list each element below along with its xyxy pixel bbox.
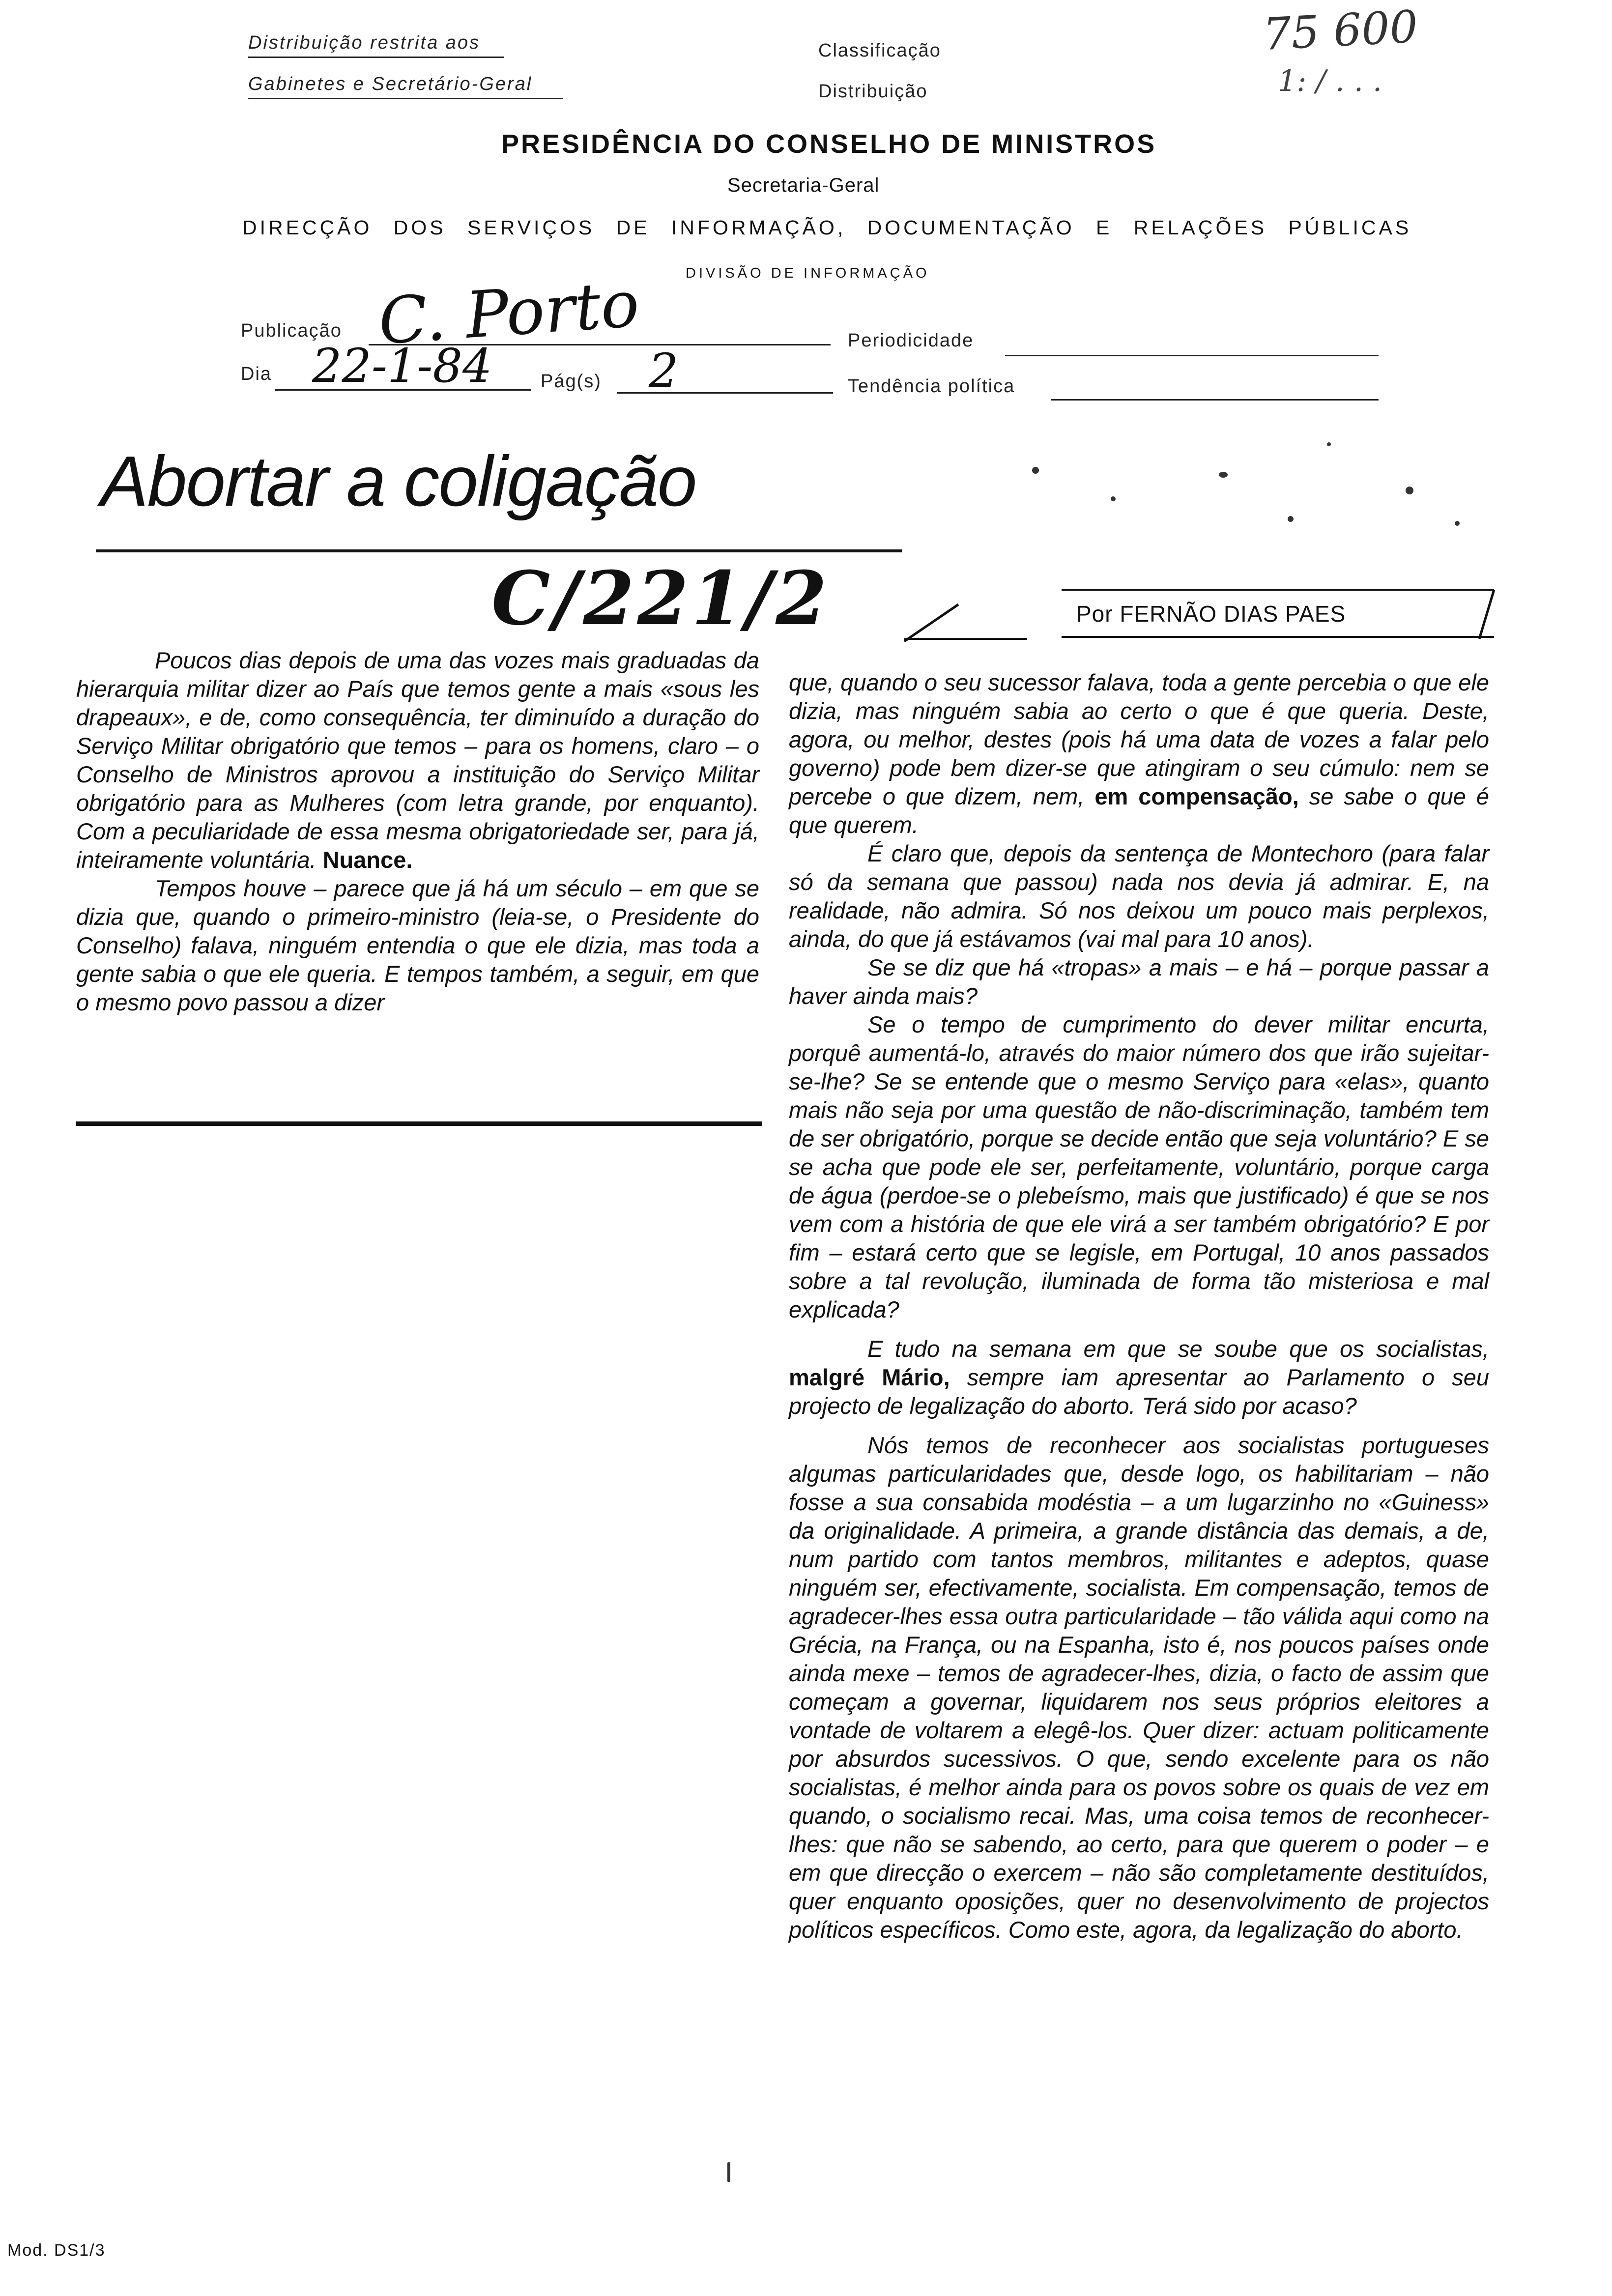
handwritten-reference: C/221/2 [491,555,830,642]
directorate-label: DIRECÇÃO DOS SERVIÇOS DE INFORMAÇÃO, DOCUMENTAÇÃO E RELAÇÕES PÚBLICAS [242,216,1412,239]
periodicity-label: Periodicidade [848,330,974,351]
division-label: DIVISÃO DE INFORMAÇÃO [686,265,930,281]
right-p5-text: E tudo na semana em que se soube que os socialistas, [867,1336,1489,1362]
distribution-label: Distribuição [818,81,928,102]
distribution-line-2: Gabinetes e Secretário-Geral [248,74,563,99]
handwritten-corner-number: 75 600 [1262,0,1419,61]
article-left-column [76,646,759,1017]
institution-title: PRESIDÊNCIA DO CONSELHO DE MINISTROS [501,129,1157,159]
right-p1-text: que, quando o seu sucessor falava, toda a gente percebia o que ele dizia, mas ninguém sabia ao certo o que é que queria. Deste, agora, ou melhor, destes (pois há uma data de vozes a falar pelo governo) pode bem dizer-se que atingiram o seu cúmulo: nem se percebe o que dizem, nem, [789,669,1489,809]
byline-right-slash [1479,590,1494,639]
article-right-column [789,668,1489,1944]
right-p5-bold: malgré Mário, [789,1364,950,1390]
scan-speck [1032,467,1039,474]
right-p1-bold: em compensação, [1094,783,1299,809]
scan-speck [1111,496,1116,501]
scan-speck [727,2162,730,2182]
day-label: Dia [241,364,272,384]
right-p5-tail: sempre iam apresentar ao Parlamento o seu projecto de legalização do aborto. Terá sido por acaso? [789,1364,1490,1419]
scan-speck [1219,472,1228,478]
article-title: Abortar a coligação [101,441,696,521]
classification-label: Classificação [818,40,941,61]
left-p1-text: Poucos dias depois de uma das vozes mais graduadas da hierarquia militar dizer ao País que temos gente a mais «sous les drapeaux», e de, como consequência, ter diminuído a duração do Serviço Militar obrigatório que temos – para os homens, claro – o Conselho de Ministros aprovou a instituição do Serviço Militar obrigatório para as Mulheres (com letra grande, por enquanto). Com a peculiaridade de essa mesma obrigatoriedade ser, para já, inteiramente voluntária. [76,647,759,873]
distribution-line-1: Distribuição restrita aos [248,32,504,58]
scan-speck [1406,487,1413,494]
scan-speck [1455,521,1460,526]
pages-label: Pág(s) [541,371,602,392]
byline: Por FERNÃO DIAS PAES [1076,601,1346,627]
secretariat-label: Secretaria-Geral [727,174,880,196]
publication-value: C. Porto [376,266,642,359]
right-paragraph-4: Se o tempo de cumprimento do dever militar encurta, porquê aumentá-lo, através do maior número dos que irão sujeitar-se-lhe? Se se entende que o mesmo Serviço para «elas», quanto mais não seja por uma questão de não-discriminação, também tem de ser obrigatório, porque se decide então que seja voluntário? E se se acha que pode ele ser, perfeitamente, voluntário, porque carga de água (perdoe-se o plebeísmo, mais que justificado) é que se nos vem com a história de que ele virá a ser também obrigatório? E por fim – estará certo que se legisle, em Portugal, 10 anos passados sobre a tal revolução, iluminada de forma tão misteriosa e mal explicada? [789,1011,1489,1322]
pages-value: 2 [649,344,679,398]
right-paragraph-1 [789,668,1489,839]
scan-speck [1288,516,1294,522]
right-paragraph-3: Se se diz que há «tropas» a mais – e há – porque passar a haver ainda mais? [789,954,1489,1009]
tendency-line [1051,399,1379,401]
right-p1-tail: se sabe o que é que querem. [789,783,1489,838]
right-paragraph-5 [789,1335,1489,1420]
left-paragraph-1 [76,646,759,874]
right-paragraph-2: É claro que, depois da sentença de Montechoro (para falar só da semana que passou) nada nos devia já admirar. E, na realidade, não admira. Só nos deixou um pouco mais perplexos, ainda, do que já estávamos (vai mal para 10 anos). [789,840,1489,952]
right-paragraph-6: Nós temos de reconhecer aos socialistas portugueses algumas particularidades que, desde logo, os habilitariam – não fosse a sua consabida modéstia – a um lugarzinho no «Guiness» da originalidade. A primeira, a grande distância das demais, a de, num partido com tantos membros, militantes e adeptos, quase ninguém ser, efectivamente, socialista. Em compensação, temos de agradecer-lhes essa outra particularidade – tão válida aqui como na Grécia, na França, ou na Espanha, isto é, nos poucos países onde ainda mexe – temos de agradecer-lhes, dizia, o facto de assim que começam a governar, liquidarem nos seus próprios eleitores a vontade de voltarem a elegê-los. Quer dizer: actuam politicamente por absurdos sucessivos. O que, sendo excelente para os não socialistas, é melhor ainda para os povos sobre os quais de vez em quando, o socialismo recai. Mas, uma coisa temos de reconhecer-lhes: que não se sabendo, ao certo, para que querem o poder – e em que direcção o exercem – não são completamente destituídos, quer enquanto oposições, quer no desenvolvimento de projectos políticos específicos. Como este, agora, da legalização do aborto. [789,1432,1489,1943]
byline-slash-marks [899,585,1509,649]
left-paragraph-2: Tempos houve – parece que já há um século – em que se dizia que, quando o primeiro-ministro (leia-se, o Presidente do Conselho) falava, ninguém entendia o que ele dizia, mas toda a gente sabia o que ele queria. E tempos também, a seguir, em que o mesmo povo passou a dizer [76,875,759,1015]
left-p1-bold: Nuance. [322,847,413,873]
byline-left-slash [904,604,958,641]
periodicity-line [1005,355,1379,356]
paragraph-gap [789,1420,1489,1431]
title-rule [96,549,902,552]
tendency-label: Tendência política [848,376,1015,397]
form-code: Mod. DS1/3 [7,2241,106,2260]
left-column-end-rule [76,1121,762,1126]
paragraph-gap [789,1324,1489,1335]
scan-speck [1327,442,1331,446]
publication-label: Publicação [241,320,342,341]
day-value: 22-1-84 [312,339,492,393]
handwritten-corner-mark: 1: / . . . [1278,64,1382,98]
